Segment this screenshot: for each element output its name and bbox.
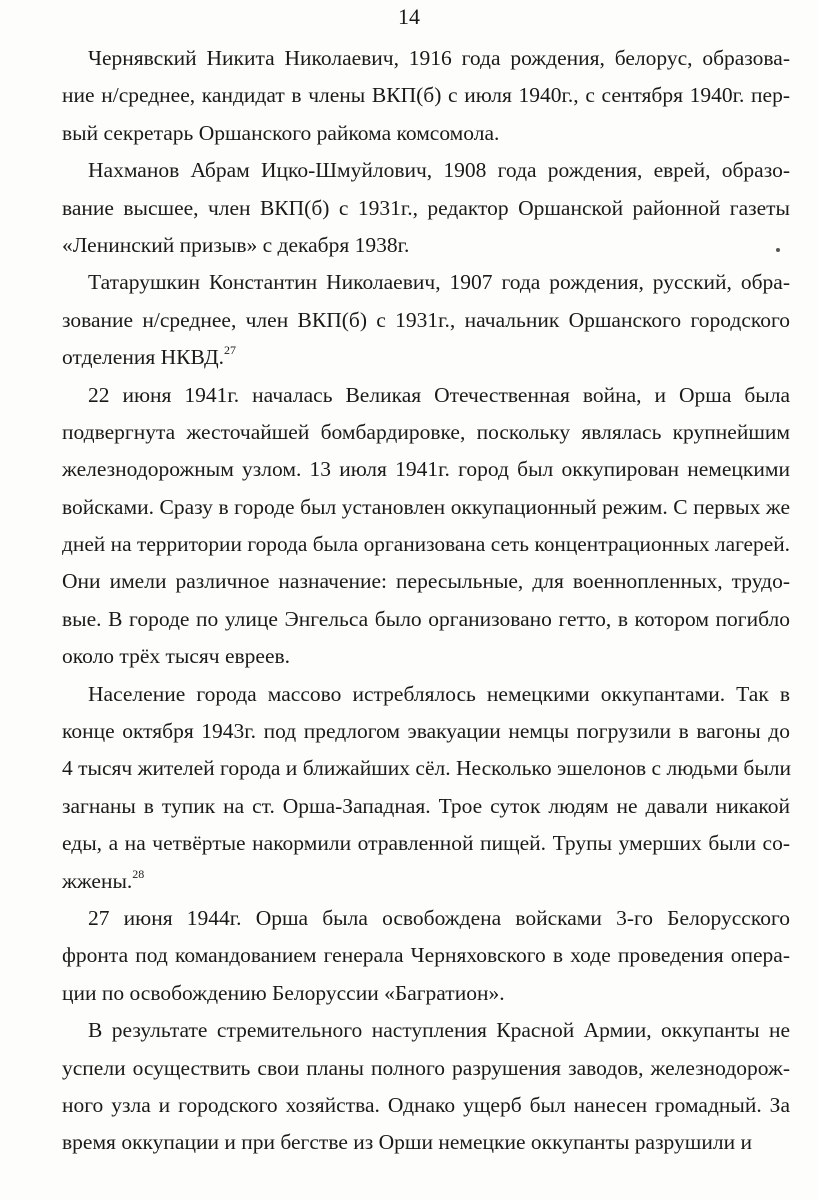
line-text: дней на территории города была организована сеть концентрационных лагерей. (62, 532, 790, 557)
line-text: железнодорожным узлом. 13 июля 1941г. город был оккупирован немецкими (62, 457, 790, 482)
text-line (62, 900, 790, 937)
text-line (62, 264, 790, 301)
line-text: конце октября 1943г. под предлогом эвакуации немцы погрузили в вагоны до (62, 719, 790, 744)
line-text: Население города массово истреблялось немецкими оккупантами. Так в (88, 681, 790, 706)
line-text: вый секретарь Оршанского райкома комсомола. (62, 120, 500, 145)
text-line (62, 638, 790, 675)
text-line (62, 115, 790, 152)
line-text: 27 июня 1944г. Орша была освобождена войсками 3-го Белорусского (88, 905, 790, 930)
text-line (62, 1050, 790, 1087)
text-line (62, 339, 790, 376)
line-text: вые. В городе по улице Энгельса было организовано гетто, в котором погибло (62, 606, 790, 631)
scan-speck (776, 248, 780, 252)
text-line (62, 563, 790, 600)
text-line (62, 190, 790, 227)
paragraph (62, 377, 790, 676)
line-text: вание высшее, член ВКП(б) с 1931г., редактор Оршанской районной газеты (62, 195, 790, 220)
line-text: «Ленинский призыв» с декабря 1938г. (62, 232, 410, 257)
text-line (62, 77, 790, 114)
text-line (62, 152, 790, 189)
footnote-marker[interactable]: 28 (132, 866, 145, 881)
text-line (62, 863, 790, 900)
line-text: войсками. Сразу в городе был установлен оккупационный режим. С первых же (62, 494, 790, 519)
document-body (62, 40, 790, 1162)
text-line (62, 713, 790, 750)
text-line (62, 937, 790, 974)
paragraph (62, 676, 790, 900)
line-text: ние н/среднее, кандидат в члены ВКП(б) с июля 1940г., с сентября 1940г. пер- (62, 83, 790, 108)
text-line (62, 489, 790, 526)
text-line (62, 377, 790, 414)
line-text: ции по освобождению Белоруссии «Багратион». (62, 980, 505, 1005)
line-text: зование н/среднее, член ВКП(б) с 1931г., начальник Оршанского городского (62, 307, 790, 332)
line-text: время оккупации и при бегстве из Орши немецкие оккупанты разрушили и (62, 1130, 752, 1155)
line-text: В результате стремительного наступления Красной Армии, оккупанты не (88, 1018, 790, 1043)
page-number: 14 (398, 4, 420, 29)
text-line (62, 302, 790, 339)
paragraph (62, 1012, 790, 1162)
footnote-marker[interactable]: 27 (224, 343, 237, 358)
line-text: успели осуществить свои планы полного разрушения заводов, железнодорож- (62, 1055, 790, 1080)
text-line (62, 750, 790, 787)
line-text: жжены. (62, 868, 133, 893)
line-text: 22 июня 1941г. началась Великая Отечественная война, и Орша была (88, 382, 790, 407)
paragraph (62, 900, 790, 1012)
line-text: фронта под командованием генерала Черняховского в ходе проведения опера- (62, 943, 790, 968)
line-text: Нахманов Абрам Ицко-Шмуйлович, 1908 года рождения, еврей, образо- (88, 158, 790, 183)
text-line (62, 1012, 790, 1049)
text-line (62, 40, 790, 77)
text-line (62, 526, 790, 563)
text-line (62, 414, 790, 451)
line-text: подвергнута жесточайшей бомбардировке, поскольку являлась крупнейшим (62, 419, 790, 444)
line-text: Татарушкин Константин Николаевич, 1907 года рождения, русский, обра- (88, 270, 790, 295)
line-text: отделения НКВД. (62, 345, 225, 370)
line-text: Чернявский Никита Николаевич, 1916 года рождения, белорус, образова- (88, 46, 790, 70)
text-line (62, 788, 790, 825)
paragraph (62, 264, 790, 376)
line-text: ного узла и городского хозяйства. Однако ущерб был нанесен громадный. За (62, 1092, 790, 1117)
text-line (62, 975, 790, 1012)
text-line (62, 1087, 790, 1124)
line-text: еды, а на четвёртые накормили отравленной пищей. Трупы умерших были со- (62, 831, 790, 856)
text-line (62, 676, 790, 713)
text-line (62, 601, 790, 638)
line-text: 4 тысяч жителей города и ближайших сёл. Несколько эшелонов с людьми были (62, 756, 792, 781)
text-line (62, 451, 790, 488)
text-line (62, 825, 790, 862)
paragraph (62, 40, 790, 152)
line-text: около трёх тысяч евреев. (62, 644, 291, 669)
text-line (62, 227, 790, 264)
paragraph (62, 152, 790, 264)
text-line (62, 1124, 790, 1161)
line-text: Они имели различное назначение: пересыльные, для военнопленных, трудо- (62, 569, 790, 594)
line-text: загнаны в тупик на ст. Орша-Западная. Трое суток людям не давали никакой (62, 793, 790, 818)
